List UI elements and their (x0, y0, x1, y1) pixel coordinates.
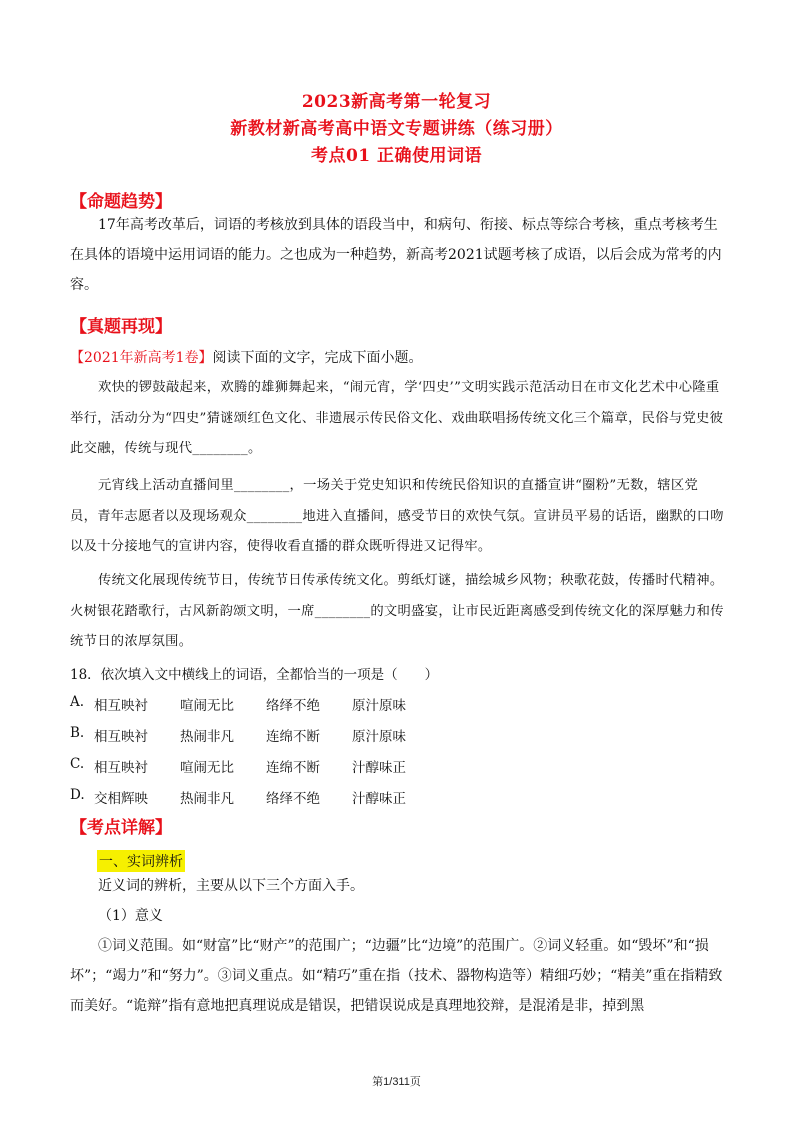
title-line-2: 新教材新高考高中语文专题讲练（练习册） (230, 119, 563, 139)
detail-intro: 近义词的辨析，主要从以下三个方面入手。 (98, 878, 364, 894)
question-18: 18．依次填入文中横线上的词语，全都恰当的一项是（ ） (70, 667, 439, 683)
option-c: C. 相互映衬 喧闹无比 连绵不断 汁醇味正 (70, 756, 406, 776)
title-block (0, 89, 793, 170)
option-a: A. 相互映衬 喧闹无比 络绎不绝 原汁原味 (70, 694, 406, 714)
detail-heading: 【考点详解】 (70, 818, 172, 838)
title-line-3: 考点01 正确使用词语 (310, 146, 483, 166)
title-line-1: 2023新高考第一轮复习 (301, 92, 492, 112)
passage-paragraph-2: 元宵线上活动直播间里________，一场关于党史知识和传统民俗知识的直播宣讲“圈粉”无数，辖区党员，青年志愿者以及现场观众________地进入直播间，感受节日的欢快气氛。宣讲员平易的话语，幽默的口吻以及十分接地气的宣讲内容，使得收看直播的群众既听得进又记得牢。 (70, 478, 724, 554)
page-number: 第1/311页 (372, 1076, 421, 1088)
trend-paragraph: 17年高考改革后，词语的考核放到具体的语段当中，和病句、衔接、标点等综合考核，重点考核考生在具体的语境中运用词语的能力。之也成为一种趋势，新高考2021试题考核了成语，以后会成为常考的内容。 (70, 217, 722, 293)
passage-paragraph-1: 欢快的锣鼓敲起来，欢腾的雄狮舞起来，“闹元宵，学‘四史’”文明实践示范活动日在市文化艺术中心隆重举行，活动分为“四史”猜谜颂红色文化、非遗展示传民俗文化、戏曲联唱扬传统文化三个篇章，民俗与党史彼此交融，传统与现代________。 (70, 380, 724, 456)
source-line (70, 343, 725, 373)
source-tag: 【2021年新高考1卷】 (70, 350, 213, 366)
option-d: D. 交相辉映 热闹非凡 络绎不绝 汁醇味正 (70, 787, 406, 807)
trend-heading: 【命题趋势】 (70, 192, 172, 212)
passage-paragraph-3: 传统文化展现传统节日，传统节日传承传统文化。剪纸灯谜，描绘城乡风物；秧歌花鼓，传播时代精神。火树银花踏歌行，古风新韵颂文明，一席________的文明盛宴，让市民近距离感受到传统文化的深厚魅力和传统节日的浓厚氛围。 (70, 573, 724, 649)
option-b: B. 相互映衬 热闹非凡 连绵不断 原汁原味 (70, 725, 406, 745)
source-instruction: 阅读下面的文字，完成下面小题。 (212, 350, 423, 366)
meaning-label: （1）意义 (98, 908, 163, 924)
meaning-paragraph: ①词义范围。如“财富”比“财产”的范围广；“边疆”比“边境”的范围广。②词义轻重。如“毁坏”和“损坏”；“竭力”和“努力”。③词义重点。如“精巧”重在指（技术、器物构造等）精细巧妙；“精美”重在指精致而美好。“诡辩”指有意地把真理说成是错误，把错误说成是真理地狡辩，是混淆是非，掉到黑 (70, 938, 723, 1014)
real-exam-heading: 【真题再现】 (70, 317, 172, 337)
subheading-content-words: 一、实词辨析 (97, 850, 185, 872)
